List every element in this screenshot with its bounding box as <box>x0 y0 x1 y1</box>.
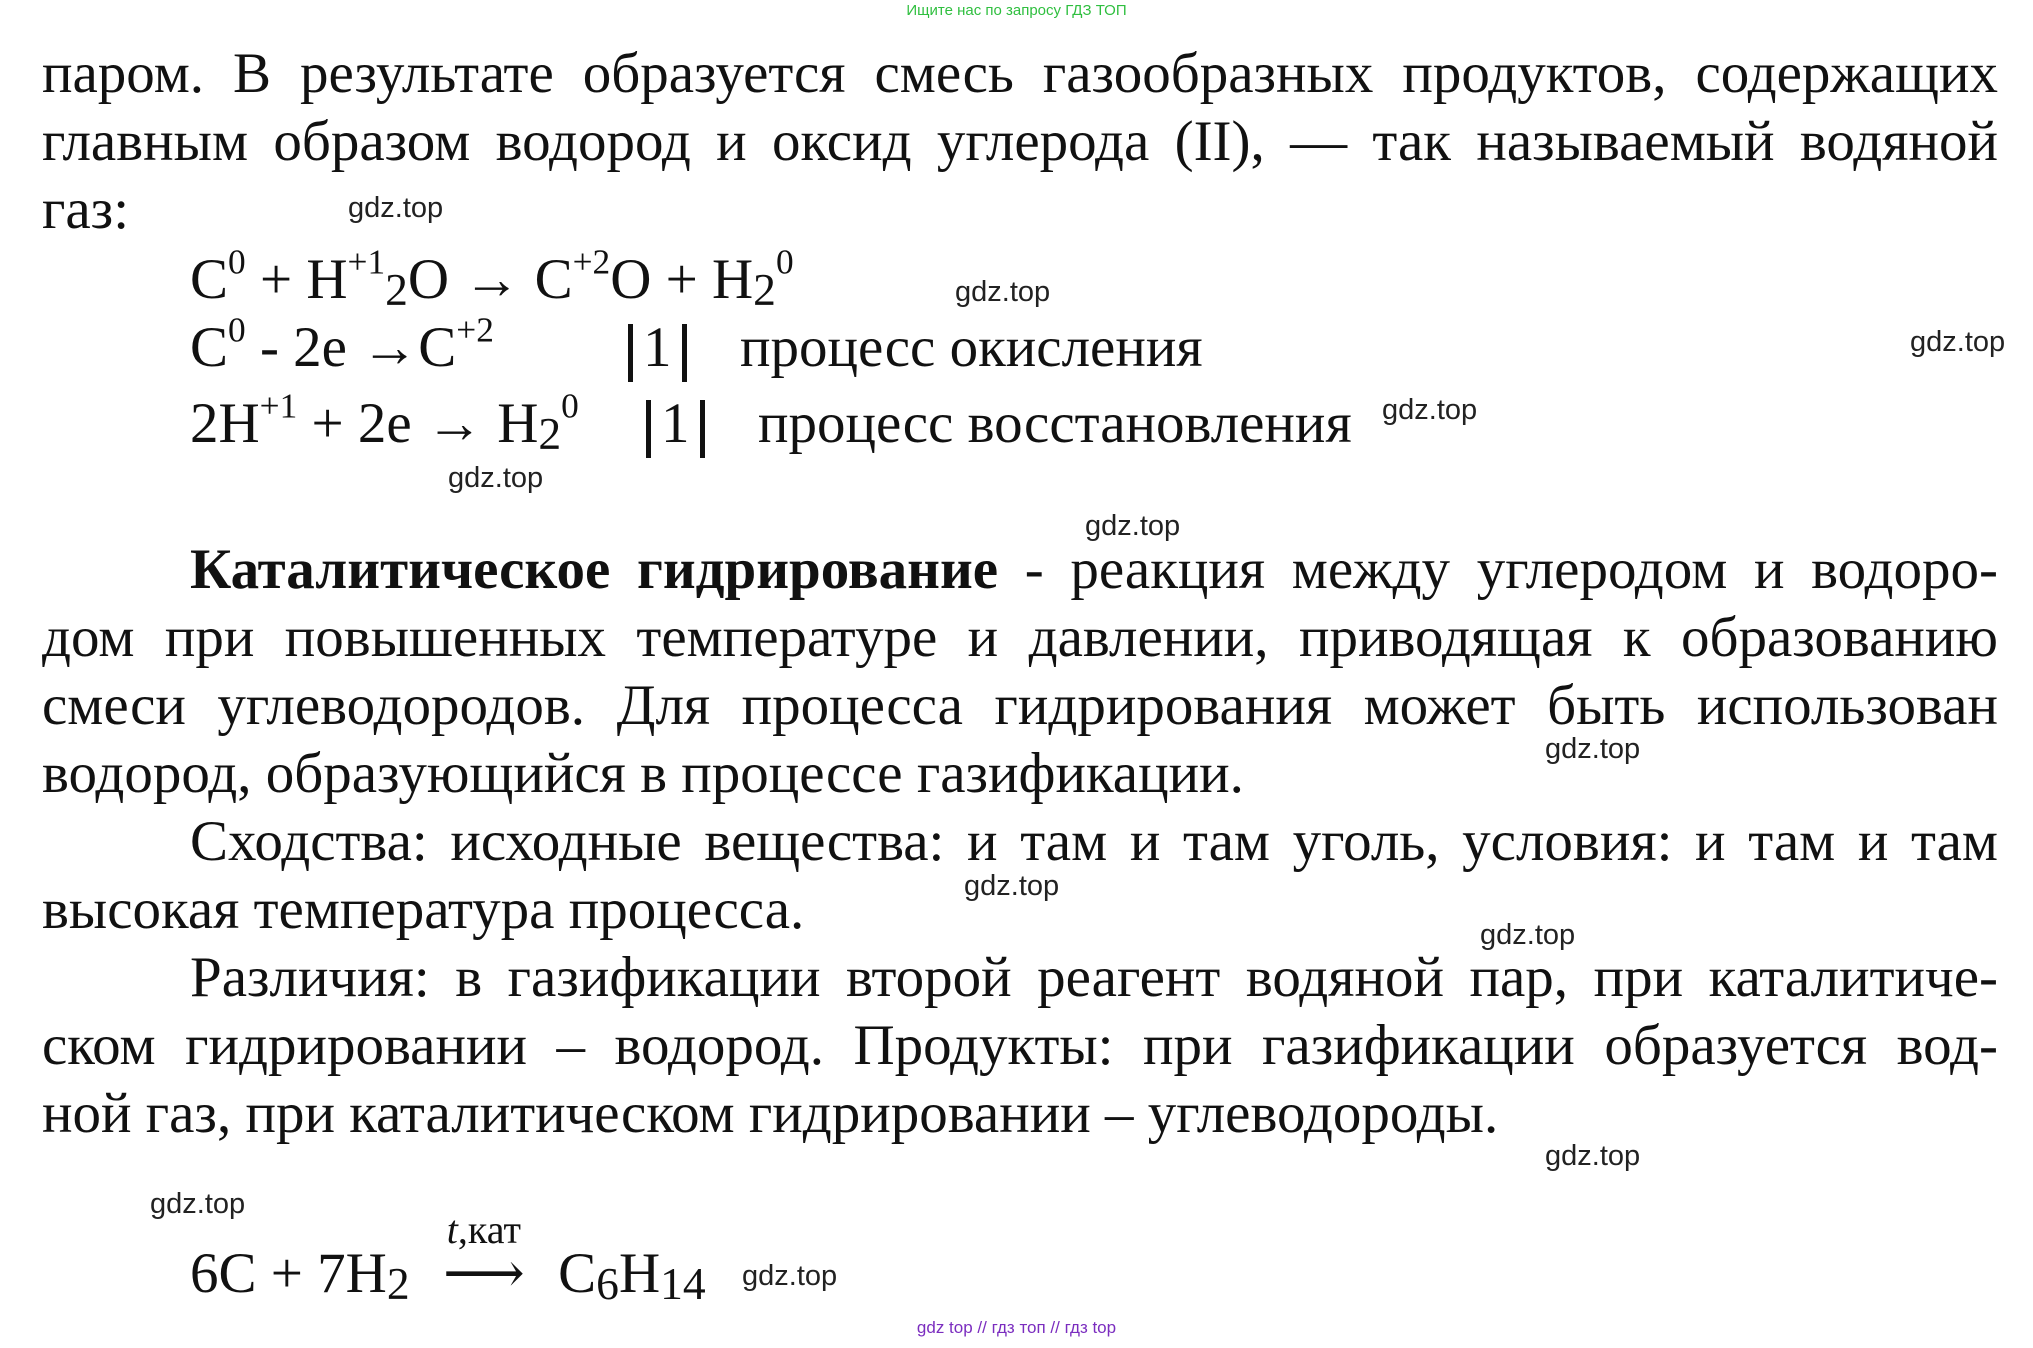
reaction-arrow: t,кат ⟶ <box>424 1240 544 1308</box>
catalytic-line-2: дом при повышенных температуре и давлении, приводящая к образованию <box>42 606 1998 669</box>
footer-links[interactable]: gdz top // гдз топ // гдз top <box>916 1318 1117 1337</box>
watermark: gdz.top <box>1910 326 2006 358</box>
intro-line-1: паром. В результате образуется смесь газообразных продуктов, содержащих <box>42 42 1998 105</box>
top-search-banner: Ищите нас по запросу ГДЗ ТОП <box>906 2 1127 19</box>
watermark: gdz.top <box>348 192 444 224</box>
watermark: gdz.top <box>955 276 1051 308</box>
reduction-coefficient-box: 1 <box>636 390 715 458</box>
watermark: gdz.top <box>742 1260 838 1292</box>
diff-line-3: ной газ, при каталитическом гидрировании – углеводороды. <box>42 1082 1499 1145</box>
reaction-conditions: t,кат <box>446 1207 521 1252</box>
watermark: gdz.top <box>448 462 544 494</box>
oxidation-half-reaction: $C^0 - 2e \to C^{+2}$ <box>190 310 494 379</box>
catalytic-line-3: смеси углеводородов. Для процесса гидрирования может быть использован <box>42 674 1998 737</box>
watermark: gdz.top <box>1085 510 1181 542</box>
catalytic-line-4: водород, образующийся в процессе газификации. <box>42 742 1244 805</box>
catalytic-line-1: Каталитическое гидрирование - реакция между углеродом и водоро- <box>190 538 1998 601</box>
similar-line-2: высокая температура процесса. <box>42 878 805 941</box>
diff-line-2: ском гидрировании – водород. Продукты: при газификации образуется вод- <box>42 1014 1998 1077</box>
intro-line-3: газ: <box>42 178 130 241</box>
intro-line-2: главным образом водород и оксид углерода (II), — так называемый водяной <box>42 110 1998 173</box>
catalytic-term: Каталитическое гидрирование <box>190 538 999 601</box>
watermark: gdz.top <box>1545 733 1641 765</box>
watermark: gdz.top <box>1545 1140 1641 1172</box>
watermark: gdz.top <box>1382 394 1478 426</box>
similar-line-1: Сходства: исходные вещества: и там и там уголь, условия: и там и там <box>190 810 1998 873</box>
reduction-label: процесс восстановления <box>758 392 1352 455</box>
equation-water-gas: $C^0 + H^{+1}_2O \to C^{+2}O + H_2^0$ <box>190 242 794 315</box>
hydrogenation-equation: $6C + 7H_2$ t,кат ⟶ $C_6H_{14}$ <box>190 1240 706 1308</box>
watermark: gdz.top <box>964 870 1060 902</box>
oxidation-label: процесс окисления <box>740 316 1203 379</box>
oxidation-coefficient-box: 1 <box>618 314 697 382</box>
reduction-half-reaction: $2H^{+1} + 2e \to H_2^0$ <box>190 386 579 459</box>
watermark: gdz.top <box>150 1188 246 1220</box>
watermark: gdz.top <box>1480 919 1576 951</box>
diff-line-1: Различия: в газификации второй реагент водяной пар, при каталитиче- <box>190 946 1998 1009</box>
